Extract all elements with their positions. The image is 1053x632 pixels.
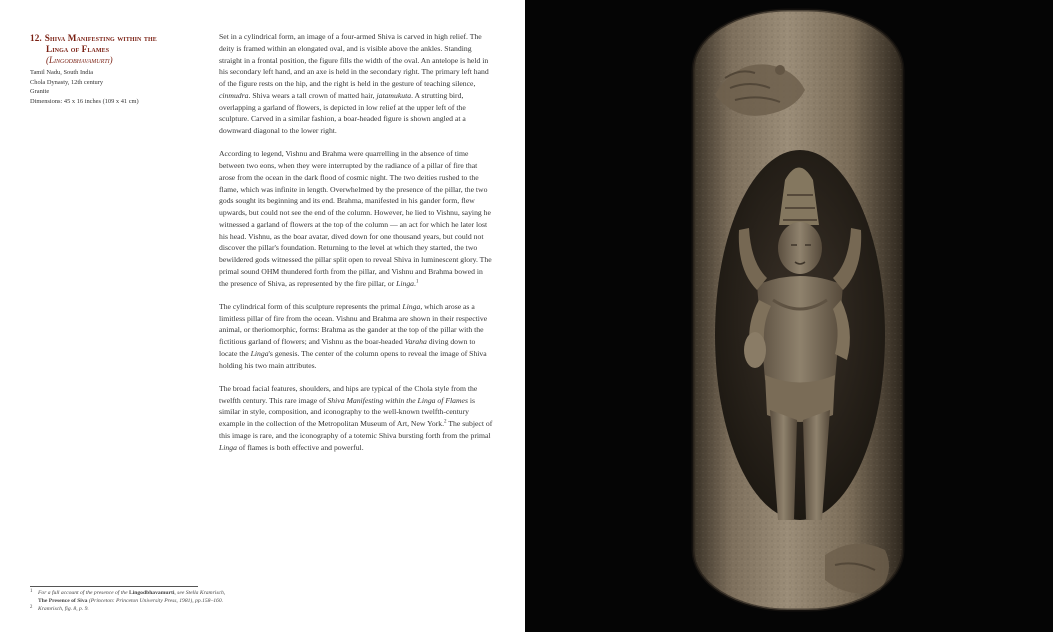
text-page <box>0 0 525 632</box>
catalog-entry-header <box>30 33 200 106</box>
footnote-1: 1 For a full account of the presence of the Lingodbhavamurti, see Stella Kramrisch, The Presence of Siva (Princeton: Princeton University Press, 1981), pp.158–160. <box>30 589 226 604</box>
entry-subtitle: (Lingodbhavamurti) <box>46 55 113 65</box>
footnote-divider <box>30 586 198 587</box>
paragraph-4: The broad facial features, shoulders, and hips are typical of the Chola style from the twelfth century. This rare image of Shiva Manifesting within the Linga of Flames is similar in style, composition, and iconography to the well-known twelfth-century example in the collection of the Metropolitan Museum of Art, New York.$^2$ The subject of this image is rare, and the iconography of a totemic Shiva bursting forth from the primal Linga of flames is both effective and powerful. <box>219 383 493 452</box>
entry-title <box>30 33 200 55</box>
paragraph-2: According to legend, Vishnu and Brahma were quarrelling in the absence of time between two eons, when they were interrupted by the radiance of a pillar of fire that arose from the ocean in the dark flood of cosmic night. The two deities rushed to the flame, which was infinite in length. Overwhelmed by the presence of the pillar, the two gods sought its beginning and its end. Brahma, manifested in his gander form, flew upwards, but could not see the end of the column. However, he lied to Vishnu, saying he witnessed a garland of flowers at the top of the column — an act for which he later lost his head. Vishnu, as the boar avatar, dived down for one thousand years, but could not discover the pillar's foundation. Returning to the level at which they started, the two bewildered gods witnessed the pillar split open to reveal Shiva in luminescent glory. The primal sound OHM thundered forth from the pillar, and Vishnu and Brahma bowed in the presence of Shiva, as represented by the fire pillar, or Linga.$^1$ <box>219 149 492 288</box>
entry-dynasty: Chola Dynasty, 12th century <box>30 78 104 86</box>
footnotes <box>30 586 230 613</box>
footnote-ref-2[interactable]: 2 <box>444 419 447 425</box>
footnote-2: 2 Kramrisch, fig. 8, p. 9. <box>30 605 89 612</box>
entry-title-line1: Shiva Manifesting within the <box>44 33 157 43</box>
essay-body <box>219 31 493 465</box>
entry-dimensions: Dimensions: 45 x 16 inches (109 x 41 cm) <box>30 97 139 105</box>
paragraph-1: Set in a cylindrical form, an image of a four-armed Shiva is carved in high relief. The deity is framed within an elongated oval, and is visible above the ankles. Standing straight in a frontal position, the figure fills the width of the oval. An antelope is held in his secondary left hand, and an axe is held in the secondary right. The primary left hand of the figure rests on the hip, and the right is held in the gesture of teaching silence, cinmudra. Shiva wears a tall crown of matted hair, jatamukuta. A strutting bird, overlapping a garland of flowers, is depicted in low relief at the upper left of the sculpture. Carved in a similar fashion, a boar-headed figure is shown angled at a downward diagonal to the lower right. <box>219 32 489 135</box>
entry-number: 12. <box>30 33 42 43</box>
paragraph-3: The cylindrical form of this sculpture represents the primal Linga, which arose as a limitless pillar of fire from the ocean. Vishnu and Brahma are shown in their respective animal, or theriomorphic, forms: Brahma as the gander at the top of the pillar with the fictitious garland of flowers; and Vishnu as the boar-headed Varaha diving down to locate the Linga's genesis. The center of the column opens to reveal the image of Shiva holding his two main attributes. <box>219 301 488 370</box>
sculpture-photo <box>525 0 1053 632</box>
entry-title-line2: Linga of Flames <box>46 44 110 54</box>
entry-region: Tamil Nadu, South India <box>30 69 94 76</box>
varaha-boar-relief <box>825 544 889 594</box>
entry-medium: Granite <box>30 88 50 96</box>
shiva-linga-sculpture-image <box>525 0 1053 632</box>
footnote-ref-1[interactable]: 1 <box>415 278 419 284</box>
